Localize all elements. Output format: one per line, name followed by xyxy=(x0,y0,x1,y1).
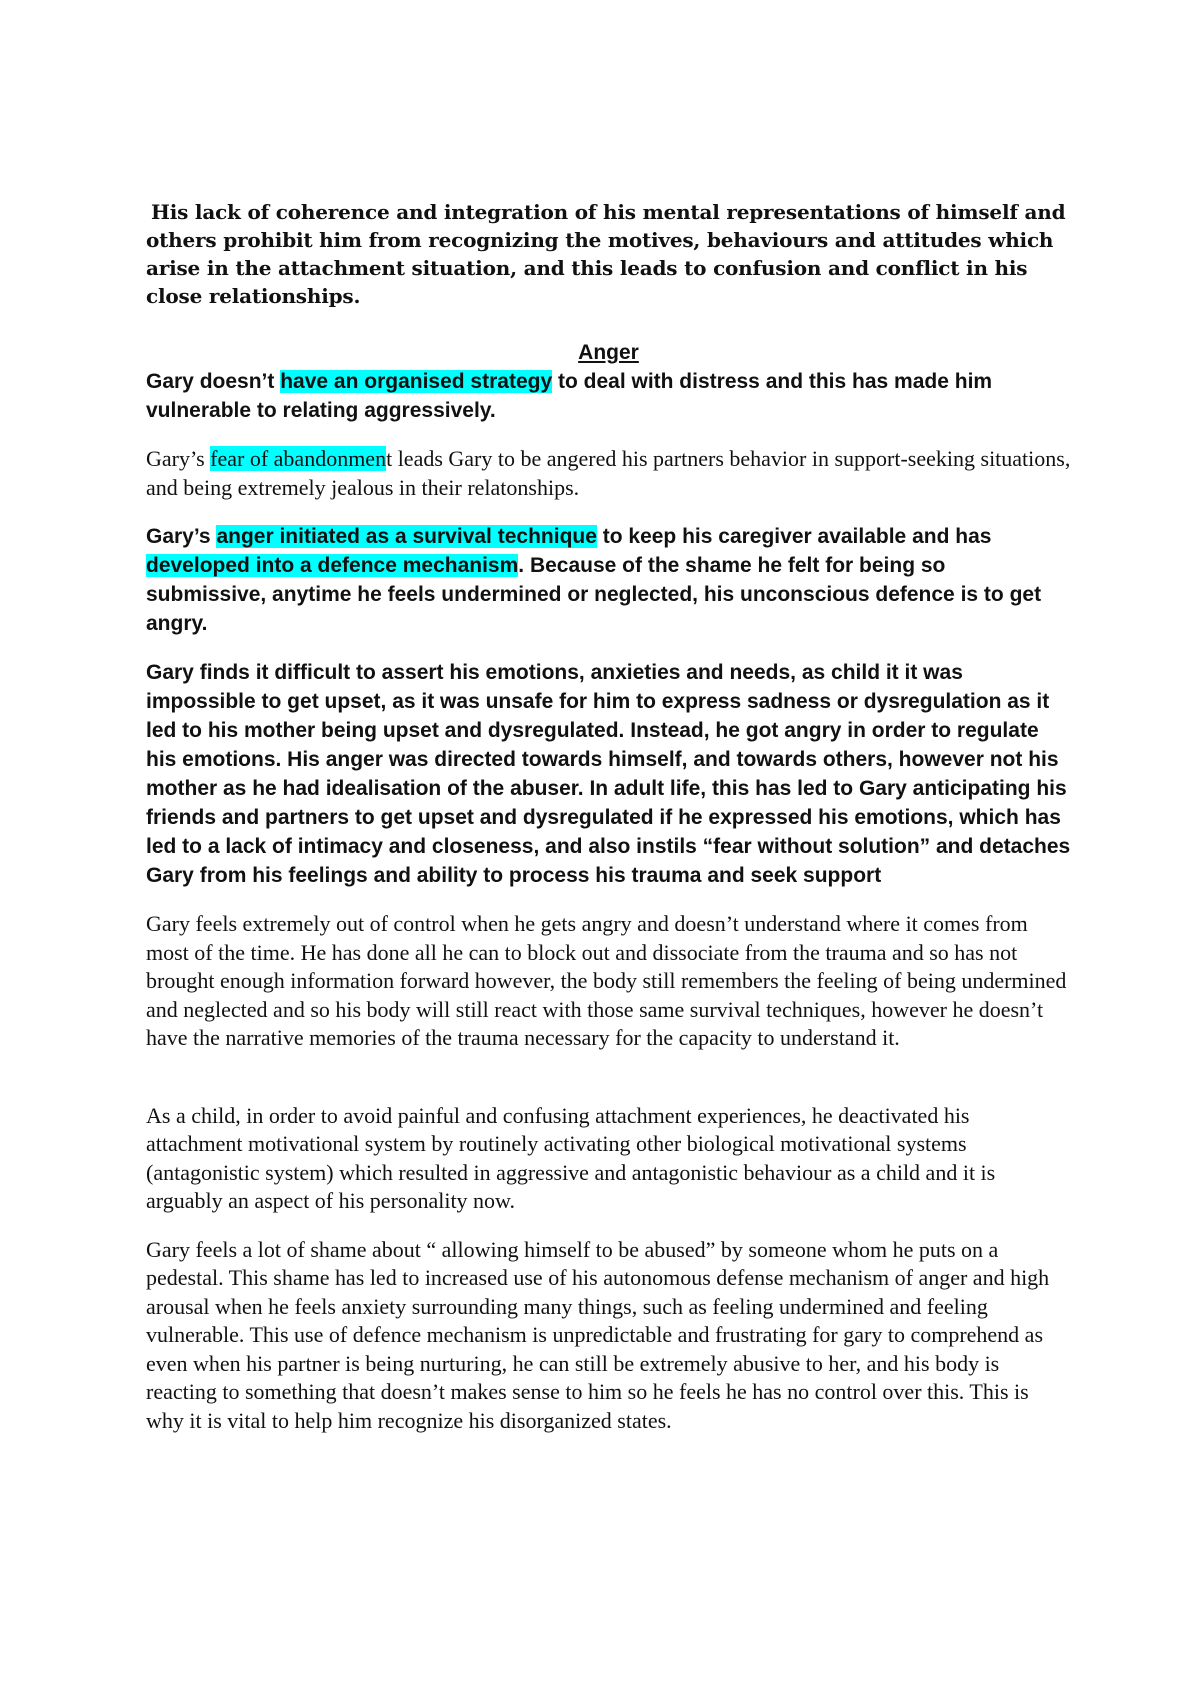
paragraph-out-of-control: Gary feels extremely out of control when he gets angry and doesn’t understand where it comes from most of the time. He has done all he can to block out and dissociate from the trauma and so has not brought enough information forward however, the body still remembers the feeling of being undermined and neglected and so his body will still react with those same survival techniques, however he doesn’t have the narrative memories of the trauma necessary for the capacity to understand it. xyxy=(146,911,1067,1050)
highlight-organised-strategy: have an organised strategy xyxy=(280,370,553,393)
highlight-survival-technique: anger initiated as a survival technique xyxy=(216,525,597,548)
text-run: . Because of the shame he felt for being so submissive, anytime he feels undermined or neglected, his unconscious defence is to get angry. xyxy=(146,554,1042,635)
heading-anger: Anger xyxy=(578,341,639,364)
paragraph-assert-emotions: Gary finds it difficult to assert his emotions, anxieties and needs, as child it it was impossible to get upset, as it was unsafe for him to express sadness or dysregulation as it led to his mother being upset and dysregulated. Instead, he got angry in order to regulate his emotions. His anger was directed towards himself, and towards others, however not his mother as he had idealisation of the abuser. In adult life, this has led to Gary anticipating his friends and partners to get upset and dysregulated if he expressed his emotions, which has led to a lack of intimacy and closeness, and also instils “fear without solution” and detaches Gary from his feelings and ability to process his trauma and seek support xyxy=(146,661,1071,887)
text-run: to deal with distress and this has made him vulnerable to relating aggressively. xyxy=(146,370,993,422)
paragraph-shame: Gary feels a lot of shame about “ allowing himself to be abused” by someone whom he puts on a pedestal. This shame has led to increased use of his autonomous defense mechanism of anger and high arousal when he feels anxiety surrounding many things, such as feeling undermined and feeling vulnerable. This use of defence mechanism is unpredictable and frustrating for gary to comprehend as even when his partner is being nurturing, he can still be extremely abusive to her, and his body is reacting to something that doesn’t makes sense to him so he feels he has no control over this. This is why it is vital to help him recognize his disorganized states. xyxy=(146,1236,1050,1433)
text-run: to keep his caregiver available and has xyxy=(596,525,992,548)
paragraph-survival-technique xyxy=(146,522,1071,638)
text-run: Gary’s xyxy=(146,525,217,548)
paragraph-fear-abandonment xyxy=(146,445,1071,502)
text-run: Gary’s xyxy=(146,446,211,471)
text-run: Gary doesn’t xyxy=(146,370,281,393)
text-run: t leads Gary to be angered his partners behavior in support-seeking situations, and being extremely jealous in their relatonships. xyxy=(146,446,1071,500)
paragraph-deactivated-attachment: As a child, in order to avoid painful and confusing attachment experiences, he deactivated his attachment motivational system by routinely activating other biological motivational systems (antagonistic system) which resulted in aggressive and antagonistic behaviour as a child and it is arguably an aspect of his personality now. xyxy=(146,1102,996,1213)
paragraph-organised-strategy xyxy=(146,367,1071,425)
paragraph-coherence: His lack of coherence and integration of his mental representations of himself and others prohibit him from recognizing the motives, behaviours and attitudes which arise in the attachment situation, and this leads to confusion and conflict in his close relationships. xyxy=(146,200,1066,308)
highlight-defence-mechanism: developed into a defence mechanism xyxy=(146,554,519,577)
document-body xyxy=(146,198,1071,1435)
highlight-fear-of-abandonment: fear of abandonmen xyxy=(210,446,387,471)
